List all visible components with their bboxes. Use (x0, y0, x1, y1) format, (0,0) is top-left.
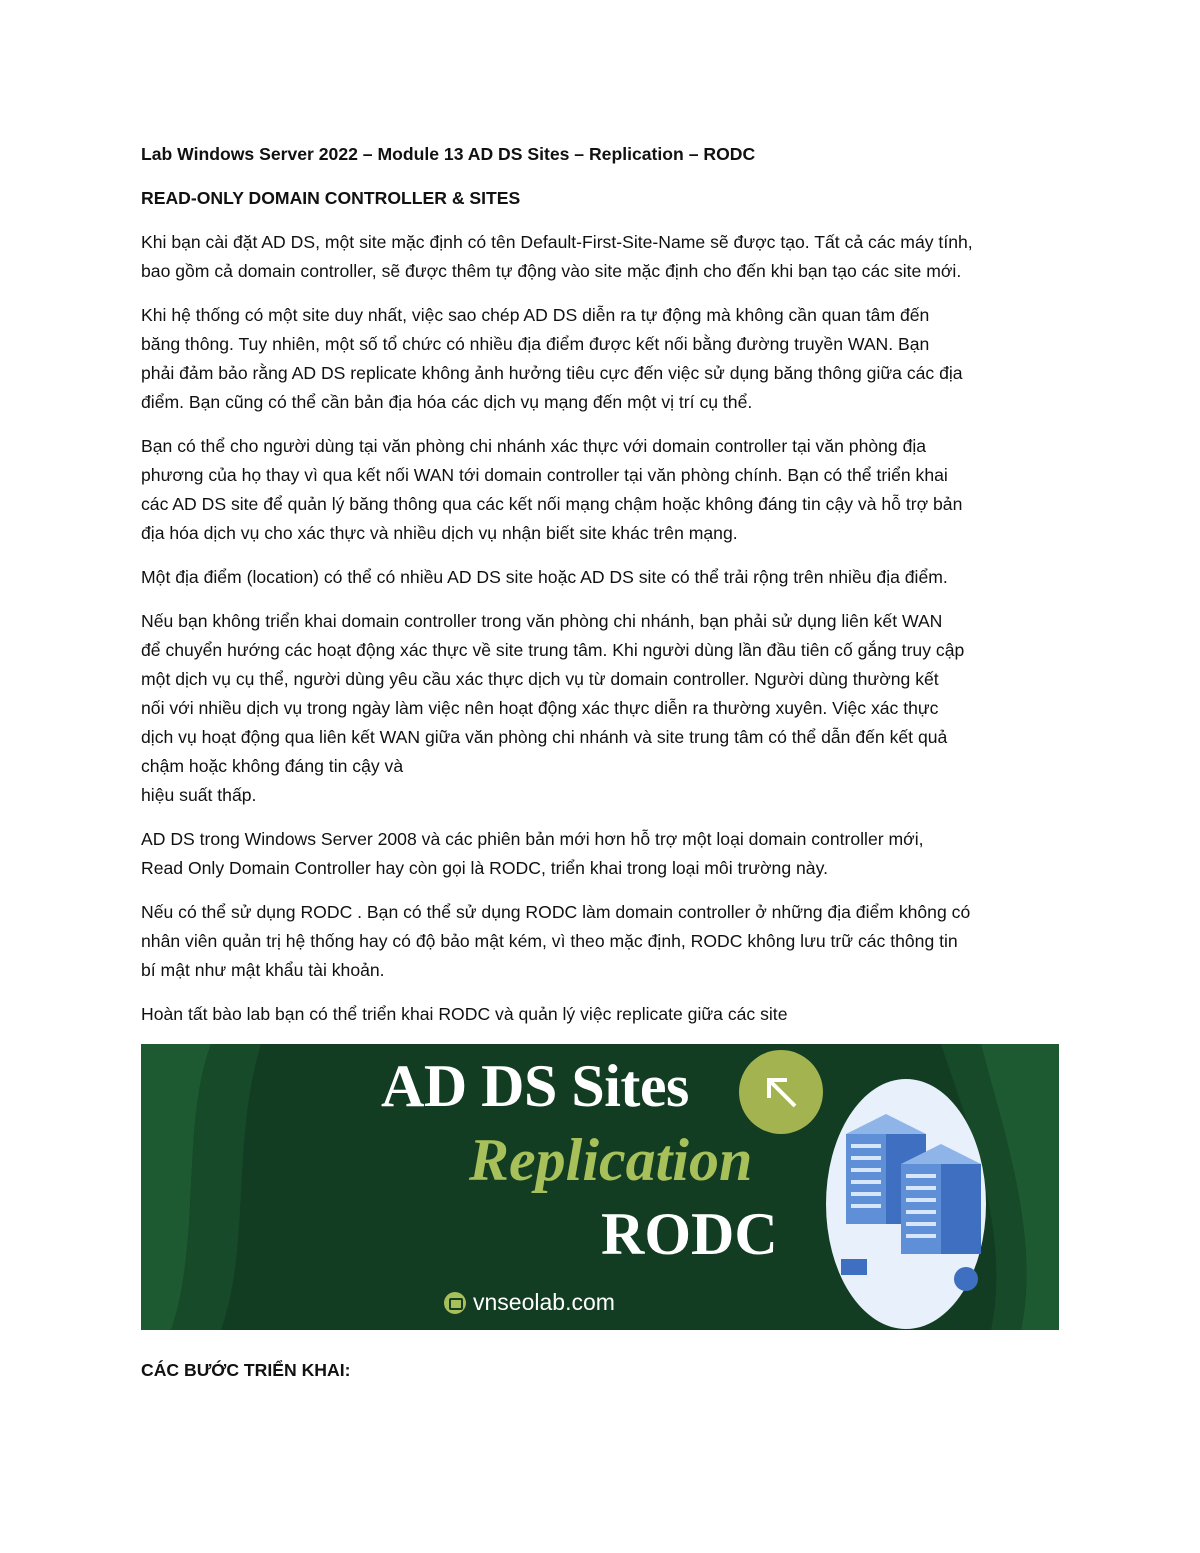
paragraph (141, 432, 1061, 548)
paragraph-line: chậm hoặc không đáng tin cậy và (141, 756, 404, 776)
body-paragraphs (141, 228, 1061, 1029)
paragraph-line: Một địa điểm (location) có thể có nhiều AD DS site hoặc AD DS site có thể trải rộng trên nhiều địa điểm. (141, 567, 948, 587)
paragraph-line: địa hóa dịch vụ cho xác thực và nhiều dịch vụ nhận biết site khác trên mạng. (141, 523, 738, 543)
paragraph-line: băng thông. Tuy nhiên, một số tổ chức có nhiều địa điểm được kết nối bằng đường truyền WAN. Bạn (141, 334, 930, 354)
paragraph (141, 825, 1061, 883)
paragraph-line: hiệu suất thấp. (141, 785, 257, 805)
banner-image (141, 1044, 1059, 1330)
paragraph (141, 228, 1061, 286)
paragraph-line: Nếu có thể sử dụng RODC . Bạn có thể sử dụng RODC làm domain controller ở những địa điểm không có (141, 902, 971, 922)
paragraph-line: Nếu bạn không triển khai domain controller trong văn phòng chi nhánh, bạn phải sử dụng liên kết WAN (141, 611, 943, 631)
banner-subtitle: Replication (469, 1127, 753, 1193)
steps-heading: CÁC BƯỚC TRIỂN KHAI: (141, 1360, 351, 1380)
document-title: Lab Windows Server 2022 – Module 13 AD DS Sites – Replication – RODC (141, 144, 756, 164)
paragraph-line: nối với nhiều dịch vụ trong ngày làm việc nên hoạt động xác thực diễn ra thường xuyên. Việc xác thực (141, 698, 939, 718)
document-content (141, 140, 1061, 1400)
paragraph-line: các AD DS site để quản lý băng thông qua các kết nối mạng chậm hoặc không đáng tin cậy và hỗ trợ bản (141, 494, 963, 514)
paragraph-line: Khi hệ thống có một site duy nhất, việc sao chép AD DS diễn ra tự động mà không cần quan tâm đến (141, 305, 930, 325)
paragraph-line: phải đảm bảo rằng AD DS replicate không ảnh hưởng tiêu cực đến việc sử dụng băng thông giữa các địa (141, 363, 963, 383)
paragraph-line: Read Only Domain Controller hay còn gọi là RODC, triển khai trong loại môi trường này. (141, 858, 828, 878)
paragraph (141, 301, 1061, 417)
paragraph (141, 607, 1061, 810)
banner-website: vnseolab.com (473, 1289, 615, 1315)
paragraph-line: Khi bạn cài đặt AD DS, một site mặc định có tên Default-First-Site-Name sẽ được tạo. Tất cả các máy tính, (141, 232, 973, 252)
paragraph-line: phương của họ thay vì qua kết nối WAN tới domain controller tại văn phòng chính. Bạn có thể triển khai (141, 465, 948, 485)
arrow-icon (739, 1050, 823, 1134)
paragraph (141, 563, 1061, 592)
mail-icon (444, 1292, 466, 1314)
paragraph (141, 1000, 1061, 1029)
paragraph-line: để chuyển hướng các hoạt động xác thực về site trung tâm. Khi người dùng lần đầu tiên cố gắng truy cập (141, 640, 965, 660)
paragraph-line: điểm. Bạn cũng có thể cần bản địa hóa các dịch vụ mạng đến một vị trí cụ thể. (141, 392, 753, 412)
server-illustration (826, 1079, 986, 1329)
paragraph-line: bao gồm cả domain controller, sẽ được thêm tự động vào site mặc định cho đến khi bạn tạo các site mới. (141, 261, 962, 281)
paragraph-line: Hoàn tất bào lab bạn có thể triển khai RODC và quản lý việc replicate giữa các site (141, 1004, 788, 1024)
paragraph-line: nhân viên quản trị hệ thống hay có độ bảo mật kém, vì theo mặc định, RODC không lưu trữ các thông tin (141, 931, 958, 951)
paragraph (141, 898, 1061, 985)
paragraph-line: dịch vụ hoạt động qua liên kết WAN giữa văn phòng chi nhánh và site trung tâm có thể dẫn đến kết quả (141, 727, 948, 747)
paragraph-line: AD DS trong Windows Server 2008 và các phiên bản mới hơn hỗ trợ một loại domain controller mới, (141, 829, 924, 849)
banner-title: AD DS Sites (381, 1053, 689, 1119)
banner-subtitle-rodc: RODC (601, 1201, 778, 1267)
paragraph-line: Bạn có thể cho người dùng tại văn phòng chi nhánh xác thực với domain controller tại văn phòng địa (141, 436, 927, 456)
section-heading: READ-ONLY DOMAIN CONTROLLER & SITES (141, 188, 521, 208)
paragraph-line: bí mật như mật khẩu tài khoản. (141, 960, 385, 980)
paragraph-line: một dịch vụ cụ thể, người dùng yêu cầu xác thực dịch vụ từ domain controller. Người dùng thường kết (141, 669, 939, 689)
